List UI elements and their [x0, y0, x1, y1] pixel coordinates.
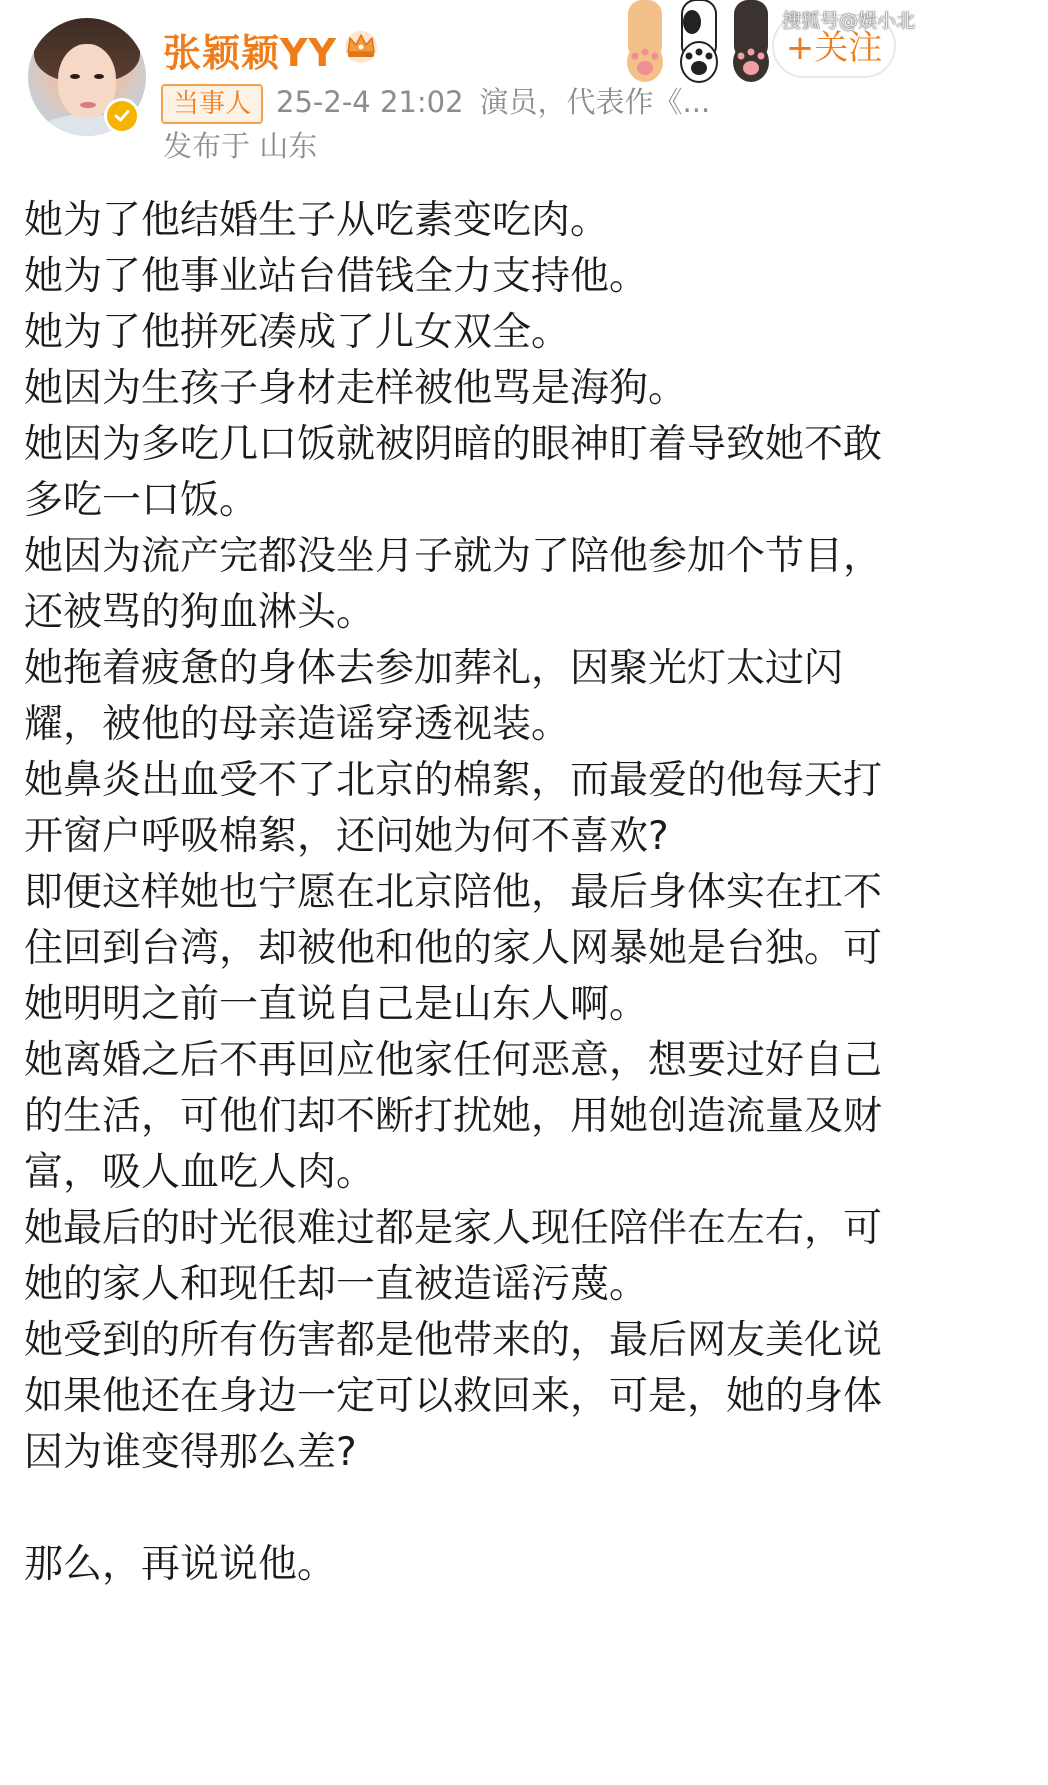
post-line: 她的家人和现任却一直被造谣污蔑。	[24, 1262, 649, 1307]
post-line: 住回到台湾，却被他和他的家人网暴她是台独。可	[24, 926, 883, 971]
username[interactable]: 张颖颖YY	[163, 31, 338, 75]
post-line: 她离婚之后不再回应他家任何恶意，想要过好自己	[24, 1038, 883, 1083]
post-line: 多吃一口饭。	[24, 478, 259, 523]
post-line: 那么，再说说他。	[24, 1542, 337, 1587]
post-line: 因为谁变得那么差?	[24, 1430, 357, 1475]
post-body	[24, 193, 1014, 1593]
post-line: 她最后的时光很难过都是家人现任陪伴在左右，可	[24, 1206, 883, 1251]
post-line: 如果他还在身边一定可以救回来，可是，她的身体	[24, 1374, 883, 1419]
verified-icon	[104, 98, 140, 134]
post-location: 发布于 山东	[163, 129, 318, 163]
post-header	[0, 0, 1048, 200]
post-line: 她鼻炎出血受不了北京的棉絮，而最爱的他每天打	[24, 758, 883, 803]
user-description[interactable]: 演员，代表作《...	[479, 85, 711, 119]
post-line: 她因为流产完都没坐月子就为了陪他参加个节目，	[24, 534, 883, 579]
check-mark-icon	[113, 107, 131, 125]
watermark: 搜狐号@娱小北	[782, 10, 916, 32]
post-timestamp: 25-2-4 21:02	[276, 85, 464, 119]
post-line: 富，吸人血吃人肉。	[24, 1150, 376, 1195]
avatar-eye	[94, 74, 104, 79]
post-line: 她因为生孩子身材走样被他骂是海狗。	[24, 366, 688, 411]
post-line: 她明明之前一直说自己是山东人啊。	[24, 982, 649, 1027]
post-line: 开窗户呼吸棉絮，还问她为何不喜欢?	[24, 814, 669, 859]
post-line: 耀，被他的母亲造谣穿透视装。	[24, 702, 571, 747]
post-line: 她为了他事业站台借钱全力支持他。	[24, 254, 649, 299]
cat-paw-icon	[622, 0, 782, 96]
post-line: 她受到的所有伤害都是他带来的，最后网友美化说	[24, 1318, 883, 1363]
crown-icon	[340, 26, 382, 64]
post-line: 她因为多吃几口饭就被阴暗的眼神盯着导致她不敢	[24, 422, 883, 467]
post-line: 她拖着疲惫的身体去参加葬礼，因聚光灯太过闪	[24, 646, 844, 691]
post-line-blank	[24, 1481, 1014, 1537]
role-badge: 当事人	[161, 84, 263, 124]
post-line: 的生活，可他们却不断打扰她，用她创造流量及财	[24, 1094, 883, 1139]
avatar-lips	[80, 102, 96, 108]
post-line: 她为了他结婚生子从吃素变吃肉。	[24, 198, 610, 243]
avatar-eye	[70, 74, 80, 79]
post-line: 还被骂的狗血淋头。	[24, 590, 376, 635]
follow-button[interactable]: +关注	[772, 14, 896, 78]
post-line: 她为了他拼死凑成了儿女双全。	[24, 310, 571, 355]
post-line: 即便这样她也宁愿在北京陪他，最后身体实在扛不	[24, 870, 883, 915]
